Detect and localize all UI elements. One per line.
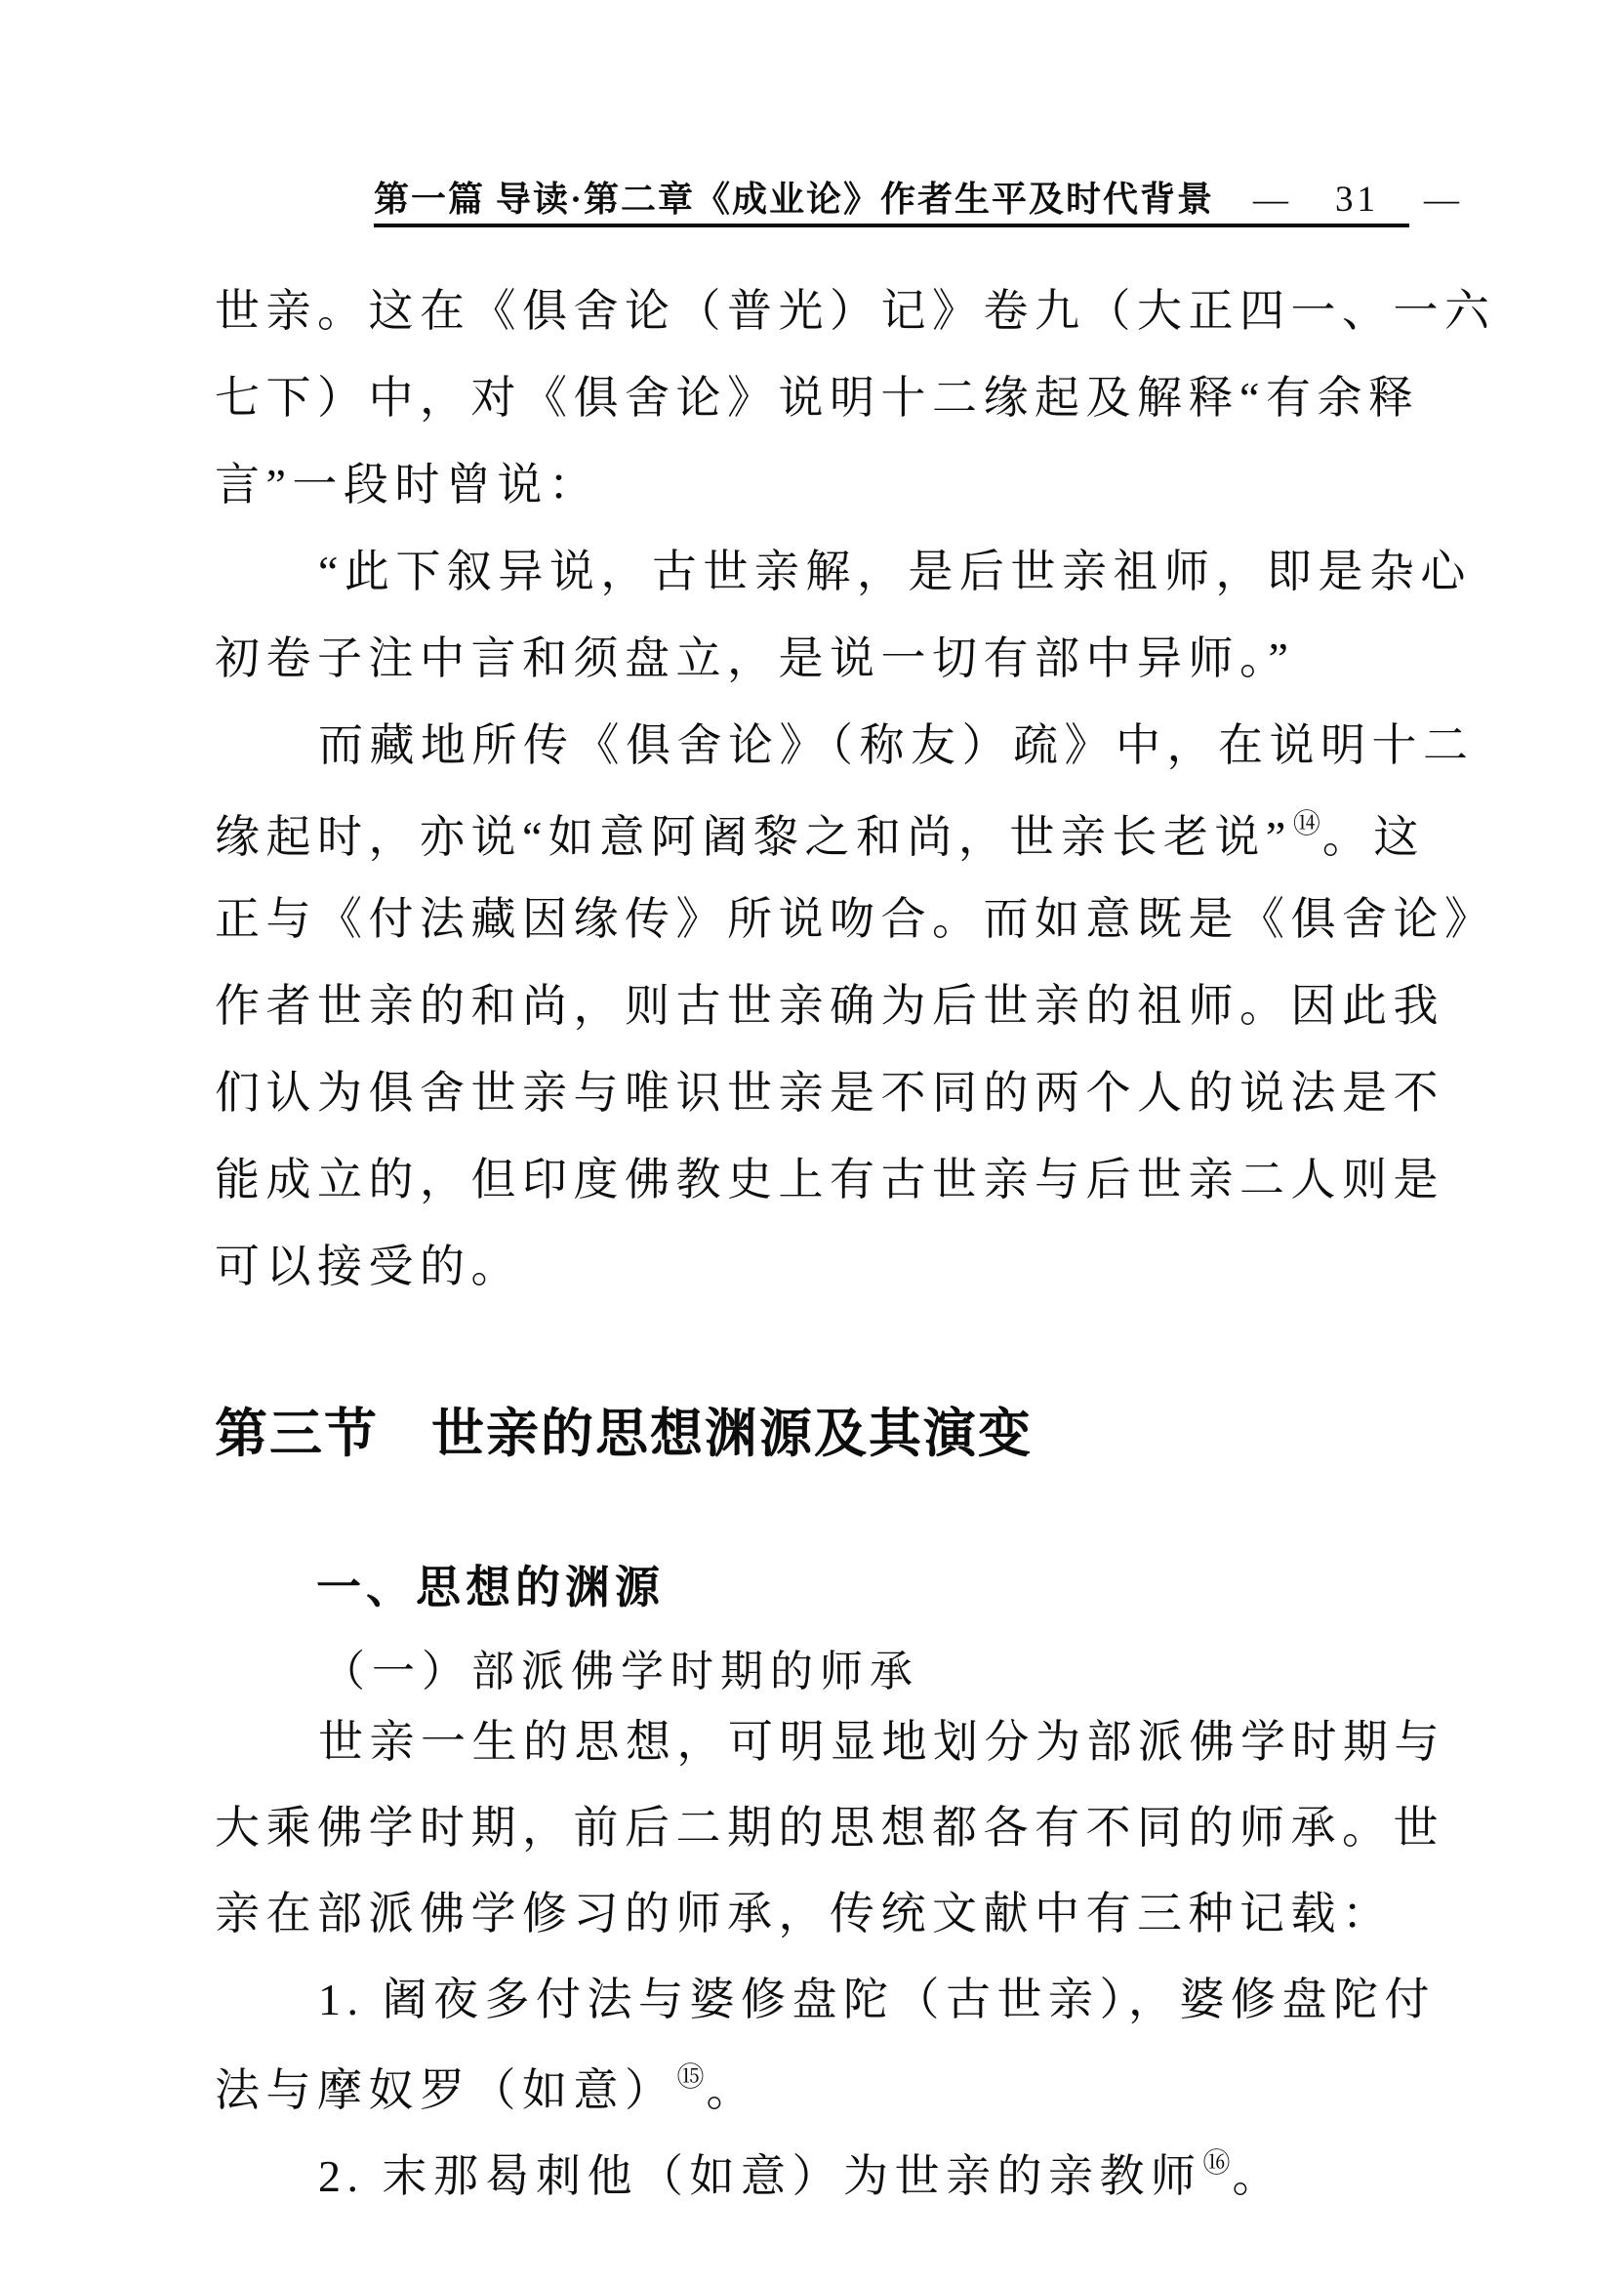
paragraph-line: 世亲一生的思想，可明显地划分为部派佛学时期与: [318, 1717, 1445, 1767]
header-dash-left: —: [1253, 180, 1291, 219]
subsection-heading: 一、思想的渊源: [316, 1563, 665, 1612]
header-rule: [374, 224, 1409, 227]
list-item-line: 2. 末那曷刺他（如意）为世亲的亲教师⑯。: [318, 2146, 1284, 2201]
section-heading: [215, 1392, 1033, 1467]
header-dash-right: —: [1424, 180, 1462, 219]
footnote-ref: ⑭: [1292, 807, 1320, 839]
body-line: 能成立的，但印度佛教史上有古世亲与后世亲二人则是: [215, 1155, 1444, 1204]
body-line: 七下）中，对《俱舍论》说明十二缘起及解释“有余释: [215, 373, 1420, 423]
chapter-title: 第一篇 导读·第二章《成业论》作者生平及时代背景: [374, 180, 1215, 219]
list-item-line: 1. 阇夜多付法与婆修盘陀（古世亲），婆修盘陀付: [318, 1975, 1436, 2024]
body-line: 言”一段时曾说：: [215, 460, 600, 510]
body-line: 可以接受的。: [215, 1242, 522, 1291]
body-line: 世亲。这在《俱舍论（普光）记》卷九（大正四一、一六: [215, 286, 1496, 336]
paragraph-line: 大乘佛学时期，前后二期的思想都各有不同的师承。世: [215, 1803, 1444, 1853]
quote-line: “此下叙异说，古世亲解，是后世亲祖师，即是杂心: [318, 547, 1472, 596]
body-line: 正与《付法藏因缘传》所说吻合。而如意既是《俱舍论》: [215, 894, 1496, 944]
body-line: 而藏地所传《俱舍论》（称友）疏》中，在说明十二: [318, 720, 1475, 770]
section-title: 世亲的思想渊源及其演变: [431, 1405, 1033, 1463]
quote-line: 初卷子注中言和须盘立，是说一切有部中异师。”: [215, 633, 1295, 683]
list-item-line: 法与摩奴罗（如意）⑮。: [215, 2060, 758, 2115]
section-number: 第三节: [215, 1405, 379, 1463]
body-line: 们认为俱舍世亲与唯识世亲是不同的两个人的说法是不: [215, 1068, 1444, 1118]
footnote-ref: ⑮: [676, 2060, 705, 2093]
body-line: 缘起时，亦说“如意阿阇黎之和尚，世亲长老说”⑭。这: [215, 807, 1425, 862]
page-number: 31: [1335, 180, 1380, 220]
paragraph-line: 亲在部派佛学修习的师承，传统文献中有三种记载：: [215, 1889, 1394, 1938]
body-line: 作者世亲的和尚，则古世亲确为后世亲的祖师。因此我: [215, 981, 1444, 1031]
page-header: [374, 172, 1461, 222]
footnote-ref: ⑯: [1202, 2146, 1231, 2179]
sub-subsection-heading: （一）部派佛学时期的师承: [322, 1648, 919, 1695]
